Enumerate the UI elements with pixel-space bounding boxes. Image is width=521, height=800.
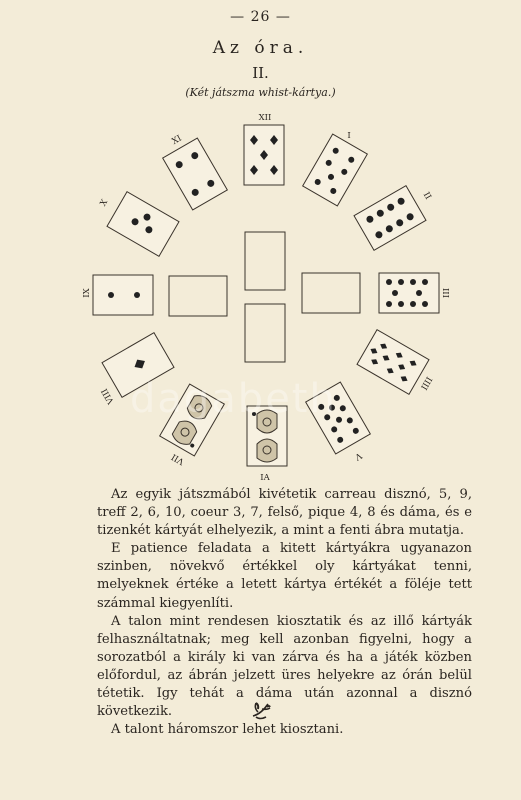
paragraph: A talont háromszor lehet kiosztani. <box>111 722 344 738</box>
label-ia: IA <box>260 473 270 483</box>
card-ix <box>93 275 153 315</box>
label-xi: XI <box>170 133 184 147</box>
label-xii: XII <box>258 113 272 123</box>
label-iiii: IIII <box>418 374 434 392</box>
label-ix: IX <box>82 288 92 298</box>
empty-slot-right <box>302 273 360 313</box>
label-ii: II <box>420 190 433 202</box>
page-title: Az óra. <box>212 38 309 58</box>
label-iii: III <box>440 287 450 299</box>
card-iiii <box>357 330 429 395</box>
label-i: I <box>347 131 351 141</box>
card-iii <box>379 273 439 313</box>
card-xii <box>244 125 284 185</box>
paragraph: A talon mint rendesen kiosztatik és az illő kártyák felhasználtatnak; meg kell azonban figyelni, hogy a sorozatból a király ki van zárva és ha a játék közben előfordul, az ábrán jelzett üres helyekre az órán belül tétetik. Igy tehát a dáma után azonnal a disznó következik. <box>97 613 472 720</box>
label-v: V <box>352 449 364 462</box>
empty-slot-left <box>169 276 227 316</box>
card-x <box>107 192 179 257</box>
body-text <box>97 486 472 739</box>
section-number: II. <box>252 64 269 82</box>
label-vii: VII <box>169 451 187 467</box>
card-ii <box>354 186 426 251</box>
subtitle: (Két játszma whist-kártya.) <box>185 86 336 99</box>
label-viii: VIII <box>99 386 117 406</box>
empty-slot-bottom <box>245 304 285 362</box>
card-xi <box>163 138 228 210</box>
watermark: dagabeth <box>130 376 337 422</box>
paragraph: Az egyik játszmából kivétetik carreau disznó, 5, 9, treff 2, 6, 10, coeur 3, 7, felső, pique 4, 8 és dáma, és e tizenkét kártyát elhelyezik, a mint a fenti ábra mutatja. <box>97 487 472 539</box>
paragraph: E patience feladata a kitett kártyákra ugyanazon szinben, növekvő értékkel oly kártyákat tenni, melyeknek értéke a letett kártya értékét a föléje tett számmal kiegyenlíti. <box>97 541 472 611</box>
leaf-ornament-icon <box>250 700 272 720</box>
label-x: X <box>98 197 111 209</box>
card-i <box>303 134 368 206</box>
empty-slot-top <box>245 232 285 290</box>
page-number: — 26 — <box>230 9 291 25</box>
